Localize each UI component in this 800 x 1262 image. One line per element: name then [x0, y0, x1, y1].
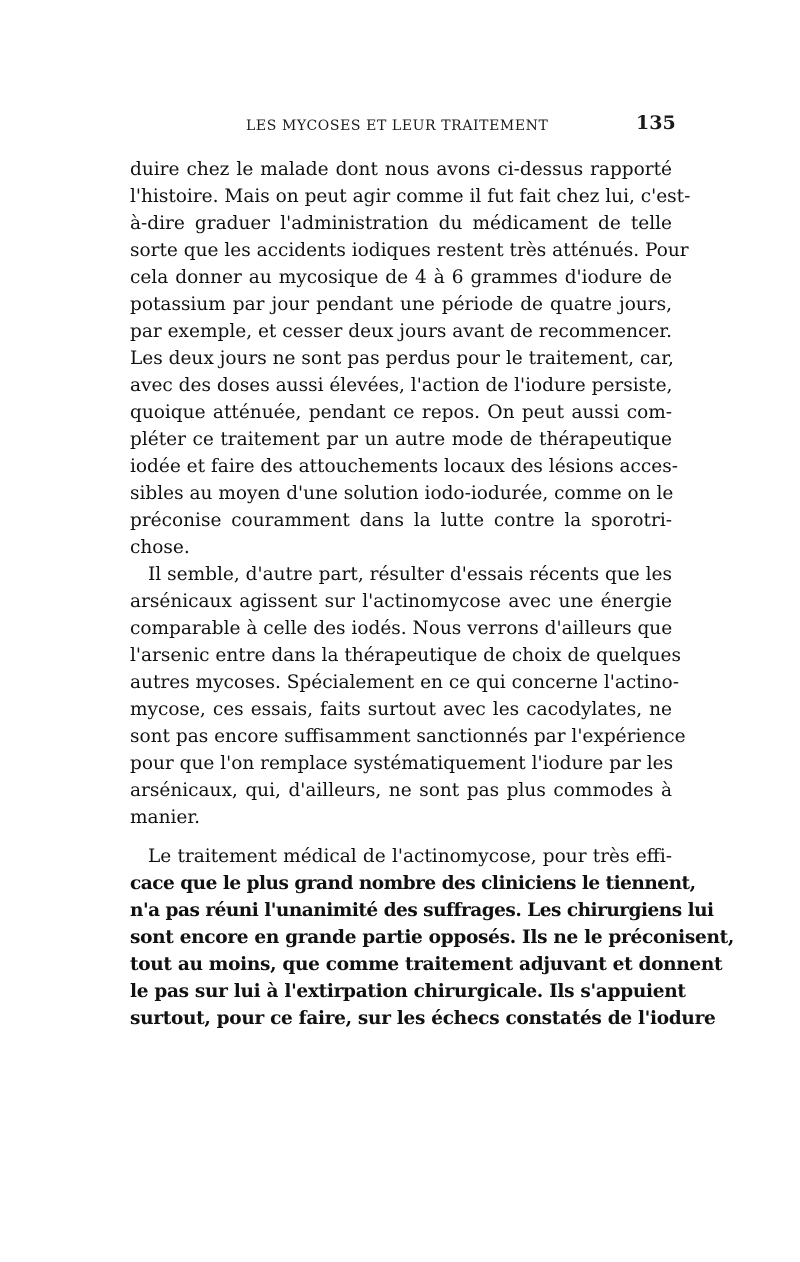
- text-line: Le traitement médical de l'actinomycose, pour très effi-: [148, 846, 672, 867]
- text-line: sorte que les accidents iodiques restent très atténués. Pour: [130, 240, 689, 261]
- text-line: manier.: [130, 807, 201, 828]
- text-line: à-dire graduer l'administration du médicament de telle: [130, 213, 672, 234]
- text-line: comparable à celle des iodés. Nous verrons d'ailleurs que: [130, 618, 673, 639]
- text-line: chose.: [130, 537, 190, 558]
- page-number: 135: [636, 112, 676, 134]
- text-line: sont encore en grande partie opposés. Ils ne le préconisent,: [130, 927, 734, 948]
- text-line: potassium par jour pendant une période de quatre jours,: [130, 294, 672, 315]
- text-line: l'histoire. Mais on peut agir comme il fut fait chez lui, c'est-: [130, 186, 691, 207]
- text-line: arsénicaux, qui, d'ailleurs, ne sont pas plus commodes à: [130, 780, 672, 801]
- text-line: iodée et faire des attouchements locaux des lésions acces-: [130, 456, 678, 477]
- text-line: le pas sur lui à l'extirpation chirurgicale. Ils s'appuient: [130, 981, 686, 1002]
- text-line: par exemple, et cesser deux jours avant de recommencer.: [130, 321, 672, 342]
- text-line: l'arsenic entre dans la thérapeutique de choix de quelques: [130, 645, 681, 666]
- text-line: préconise couramment dans la lutte contre la sporotri-: [130, 510, 672, 531]
- text-line: surtout, pour ce faire, sur les échecs constatés de l'iodure: [130, 1008, 716, 1029]
- running-head-title: LES MYCOSES ET LEUR TRAITEMENT: [246, 118, 549, 134]
- text-line: quoique atténuée, pendant ce repos. On peut aussi com-: [130, 402, 672, 423]
- text-line: sont pas encore suffisamment sanctionnés par l'expérience: [130, 726, 686, 747]
- text-line: arsénicaux agissent sur l'actinomycose avec une énergie: [130, 591, 672, 612]
- text-line: autres mycoses. Spécialement en ce qui concerne l'actino-: [130, 672, 679, 693]
- text-line: Il semble, d'autre part, résulter d'essais récents que les: [148, 564, 672, 585]
- text-line: mycose, ces essais, faits surtout avec les cacodylates, ne: [130, 699, 672, 720]
- text-line: pour que l'on remplace systématiquement l'iodure par les: [130, 753, 674, 774]
- text-line: sibles au moyen d'une solution iodo-iodurée, comme on le: [130, 483, 674, 504]
- text-line: Les deux jours ne sont pas perdus pour le traitement, car,: [130, 348, 674, 369]
- text-line: cela donner au mycosique de 4 à 6 grammes d'iodure de: [130, 267, 672, 288]
- text-line: n'a pas réuni l'unanimité des suffrages. Les chirurgiens lui: [130, 900, 714, 921]
- text-line: tout au moins, que comme traitement adjuvant et donnent: [130, 954, 723, 975]
- text-line: pléter ce traitement par un autre mode de thérapeutique: [130, 429, 672, 450]
- text-line: duire chez le malade dont nous avons ci-dessus rapporté: [130, 159, 672, 180]
- text-line: cace que le plus grand nombre des cliniciens le tiennent,: [130, 873, 696, 894]
- text-line: avec des doses aussi élevées, l'action de l'iodure persiste,: [130, 375, 673, 396]
